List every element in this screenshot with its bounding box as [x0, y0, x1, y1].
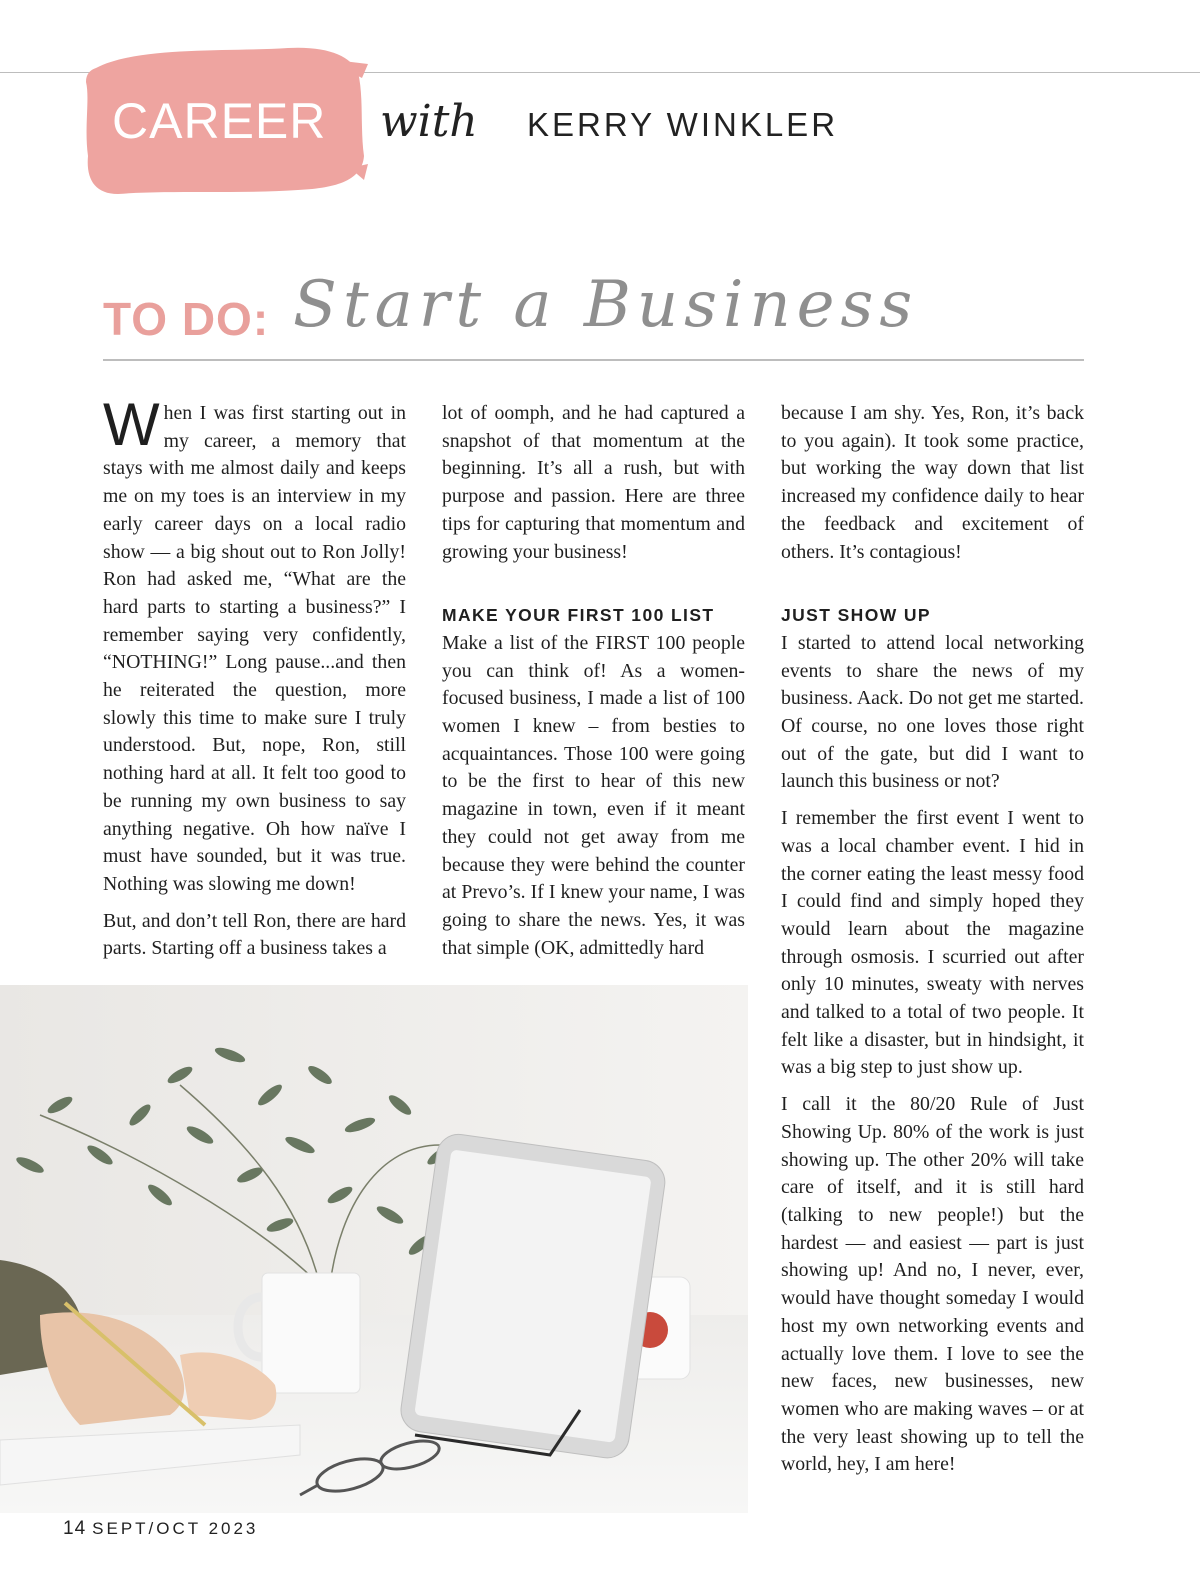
paragraph — [103, 391, 406, 899]
article-column-1 — [103, 391, 406, 972]
title-script: Start a Business — [293, 268, 919, 342]
subheading: JUST SHOW UP — [781, 605, 932, 626]
article-column-2 — [442, 400, 745, 971]
paragraph-text: hen I was first starting out in my career, a memory that stays with me almost daily and keeps me on my toes is an interview in my early career days on a local radio show — a big shout out to Ron Jolly! Ron had asked me, “What are the hard parts to starting a business?” I remember saying very confidently, “NOTHING!” Long pause...and then he reiterated the question, more slowly this time to make sure I truly understood. But, nope, Ron, still nothing hard at all. It felt too good to be running my own business to say anything negative. Oh how naïve I must have sounded, but it was true. Nothing was slowing me down! — [103, 402, 406, 895]
issue-date: SEPT/OCT 2023 — [92, 1519, 259, 1538]
paragraph: because I am shy. Yes, Ron, it’s back to you again). It took some practice, but working the way down that list increased my confidence daily to hear the feedback and excitement of others. It’s contagious! — [781, 402, 1084, 563]
paragraph: I started to attend local networking events to share the news of my business. Aack. Do not get me started. Of course, no one loves those right out of the gate, but did I want to launch this business or not? — [781, 631, 1084, 793]
section-label: CAREER — [112, 93, 327, 149]
author-name: KERRY WINKLER — [527, 106, 839, 143]
with-script-word: with — [380, 96, 478, 147]
title-prefix: TO DO: — [103, 293, 270, 345]
paragraph: But, and don’t tell Ron, there are hard parts. Starting off a business takes a — [103, 909, 406, 960]
paragraph: lot of oomph, and he had captured a snapshot of that momentum at the beginning. It’s all a rush, but with purpose and passion. Here are three tips for capturing that momentum and growing your business! — [442, 402, 745, 563]
paragraph: I call it the 80/20 Rule of Just Showing Up. 80% of the work is just showing up. The other 20% will take care of itself, and it is still hard (talking to new people!) but the hardest — and easiest — part is just showing up! And no, I never, ever, would have thought someday I would host my own networking events and actually love them. I love to see the new faces, new businesses, new women who are making waves – or at the very least showing up to tell the world, hey, I am here! — [781, 1093, 1084, 1476]
desk-photo — [0, 985, 748, 1513]
article-column-3 — [781, 400, 1084, 1488]
paragraph: I remember the first event I went to was a local chamber event. I hid in the corner eating the least messy food I could find and simply hoped they would learn about the magazine through osmosis. I scurried out after only 10 minutes, sweaty with nerves and talked to a total of two people. It felt like a disaster, but in hindsight, it was a big step to just show up. — [781, 807, 1084, 1079]
drop-cap: W — [103, 391, 160, 458]
title-rule — [103, 359, 1084, 361]
paragraph: Make a list of the FIRST 100 people you can think of! As a women-focused business, I made a list of 100 women I knew – from besties to acquaintances. Those 100 were going to be the first to hear of this new magazine in town, even if it meant they could not get away from me because they were behind the counter at Prevo’s. If I knew your name, I was going to share the news. Yes, it was that simple (OK, admittedly hard — [442, 631, 745, 959]
page-number: 14 — [63, 1518, 87, 1539]
page-footer — [63, 1518, 258, 1540]
subheading: MAKE YOUR FIRST 100 LIST — [442, 605, 715, 626]
